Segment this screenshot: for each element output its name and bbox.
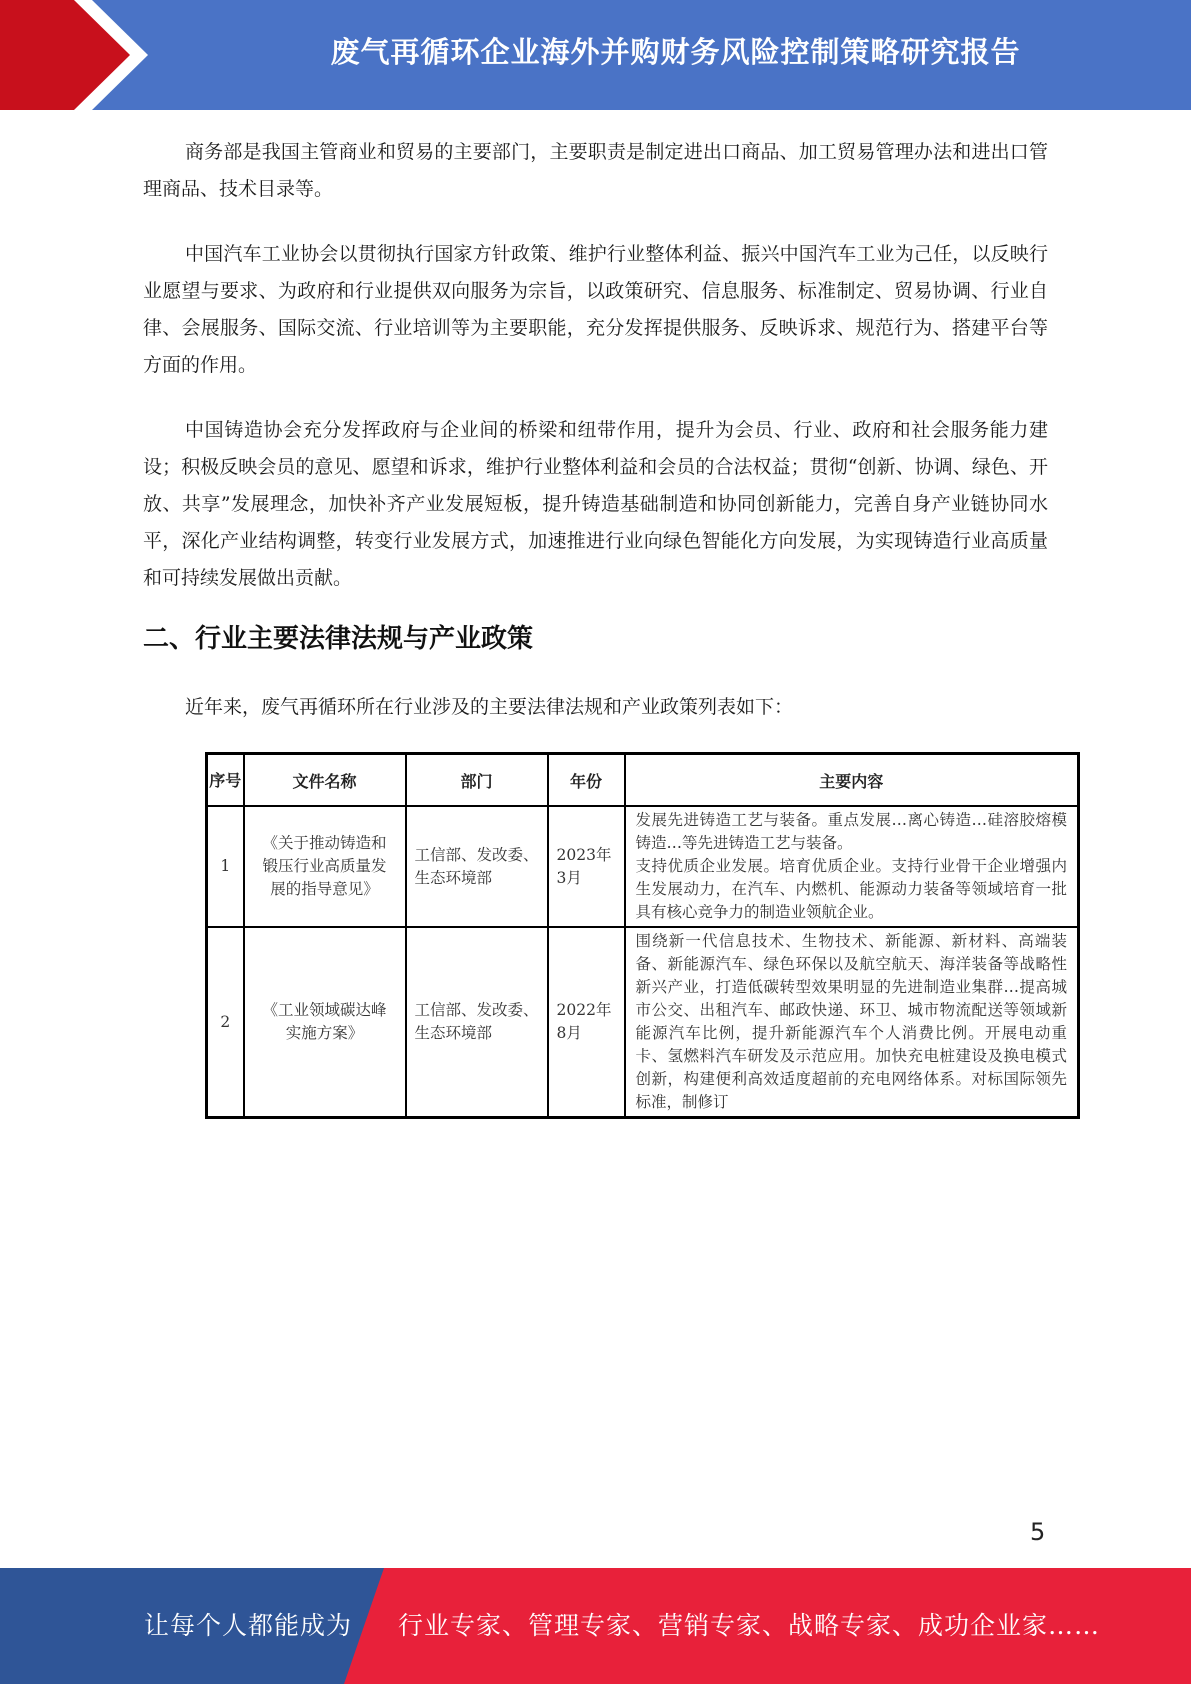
footer-slogan-left: 让每个人都能成为: [144, 1611, 353, 1640]
cell-content: 围绕新一代信息技术、生物技术、新能源、新材料、高端装备、新能源汽车、绿色环保以及航空航天、海洋装备等战略性新兴产业，打造低碳转型效果明显的先进制造业集群…提高城市公交、出租汽车、邮政快递、环卫、城市物流配送等领域新能源汽车比例，提升新能源汽车个人消费比例。开展电动重卡、氢燃料汽车研发及示范应用。加快充电桩建设及换电模式创新，构建便利高效适度超前的充电网络体系。对标国际领先标准，制修订: [625, 927, 1079, 1118]
paragraph-ministry-of-commerce: 商务部是我国主管商业和贸易的主要部门，主要职责是制定进出口商品、加工贸易管理办法和进出口管理商品、技术目录等。: [143, 141, 1048, 200]
section-heading: 二、行业主要法律法规与产业政策: [143, 624, 534, 654]
cell-year: 2022年8月: [548, 927, 625, 1118]
section-intro: 近年来，废气再循环所在行业涉及的主要法律法规和产业政策列表如下：: [185, 696, 794, 718]
header-name: 文件名称: [244, 754, 406, 807]
page-header: [0, 0, 1191, 110]
header-dept: 部门: [406, 754, 548, 807]
header-no: 序号: [207, 754, 244, 807]
cell-dept: 工信部、发改委、生态环境部: [406, 927, 548, 1118]
cell-name: 《工业领域碳达峰实施方案》: [244, 927, 406, 1118]
paragraph-auto-association: 中国汽车工业协会以贯彻执行国家方针政策、维护行业整体利益、振兴中国汽车工业为己任，以反映行业愿望与要求、为政府和行业提供双向服务为宗旨，以政策研究、信息服务、标准制定、贸易协调、行业自律、会展服务、国际交流、行业培训等为主要职能，充分发挥提供服务、反映诉求、规范行为、搭建平台等方面的作用。: [143, 243, 1048, 376]
header-content: 主要内容: [625, 754, 1079, 807]
table-header-row: [207, 754, 1079, 807]
cell-year: 2023年3月: [548, 806, 625, 927]
cell-no: 1: [207, 806, 244, 927]
table-row: [207, 927, 1079, 1118]
cell-dept: 工信部、发改委、生态环境部: [406, 806, 548, 927]
cell-name: 《关于推动铸造和锻压行业高质量发展的指导意见》: [244, 806, 406, 927]
cell-content: 发展先进铸造工艺与装备。重点发展…离心铸造…硅溶胶熔模铸造…等先进铸造工艺与装备。 支持优质企业发展。培育优质企业。支持行业骨干企业增强内生发展动力，在汽车、内燃机、能源动力装备等领域培育一批具有核心竞争力的制造业领航企业。: [625, 806, 1079, 927]
policy-table: [205, 752, 1080, 1119]
table-row: [207, 806, 1079, 927]
report-title: 废气再循环企业海外并购财务风险控制策略研究报告: [330, 35, 1021, 69]
page-footer: [0, 1568, 1191, 1684]
footer-slogan-right: 行业专家、管理专家、营销专家、战略专家、成功企业家……: [398, 1611, 1101, 1640]
cell-no: 2: [207, 927, 244, 1118]
header-year: 年份: [548, 754, 625, 807]
body-text: [143, 134, 1048, 625]
page-number: 5: [1030, 1518, 1046, 1546]
paragraph-foundry-association: 中国铸造协会充分发挥政府与企业间的桥梁和纽带作用，提升为会员、行业、政府和社会服务能力建设；积极反映会员的意见、愿望和诉求，维护行业整体利益和会员的合法权益；贯彻“创新、协调、绿色、开放、共享”发展理念，加快补齐产业发展短板，提升铸造基础制造和协同创新能力，完善自身产业链协同水平，深化产业结构调整，转变行业发展方式，加速推进行业向绿色智能化方向发展，为实现铸造行业高质量和可持续发展做出贡献。: [143, 419, 1048, 589]
